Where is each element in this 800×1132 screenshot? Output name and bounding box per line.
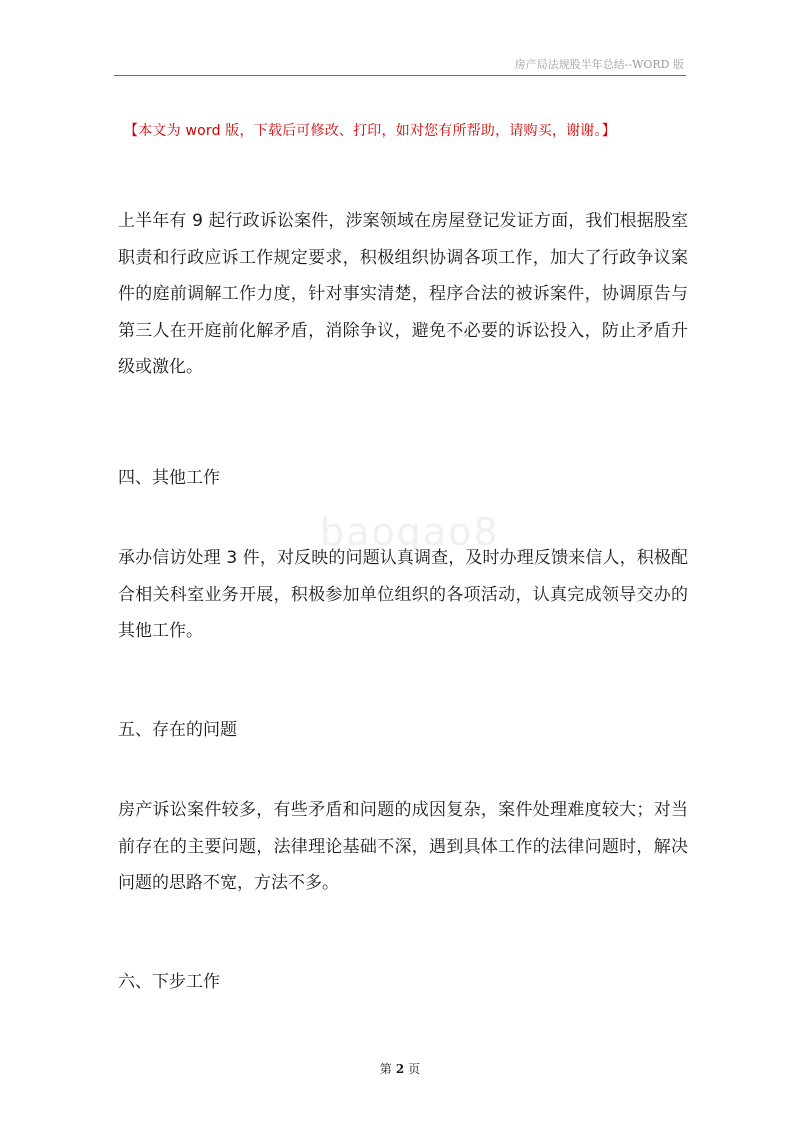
paragraph-existing-problems [118, 792, 688, 902]
header-divider [114, 75, 686, 76]
page-number: 2 [395, 1062, 405, 1076]
paragraph-text: 上半年有 9 起行政诉讼案件，涉案领域在房屋登记发证方面，我们根据股室职责和行政应诉工作规定要求，积极组织协调各项工作，加大了行政争议案件的庭前调解工作力度，针对事实清楚，程序合法的被诉案件，协调原告与第三人在开庭前化解矛盾，消除争议，避免不必要的诉讼投入，防止矛盾升级或激化。 [118, 211, 688, 378]
paragraph-text: 承办信访处理 3 件，对反映的问题认真调查，及时办理反馈来信人，积极配合相关科室业务开展，积极参加单位组织的各项活动，认真完成领导交办的其他工作。 [118, 548, 688, 642]
footer-suffix: 页 [408, 1062, 421, 1076]
download-notice: 【本文为 word 版，下载后可修改、打印，如对您有所帮助，请购买，谢谢。】 [124, 123, 616, 139]
heading-existing-problems: 五、存在的问题 [118, 720, 237, 740]
paragraph-other-work [118, 540, 688, 650]
paragraph-text: 房产诉讼案件较多，有些矛盾和问题的成因复杂，案件处理难度较大；对当前存在的主要问题，法律理论基础不深，遇到具体工作的法律问题时，解决问题的思路不宽，方法不多。 [118, 800, 688, 894]
page-header-title: 房产局法规股半年总结--WORD 版 [514, 58, 684, 71]
watermark: baogao8 [320, 510, 500, 554]
heading-next-steps: 六、下步工作 [118, 972, 220, 992]
heading-other-work: 四、其他工作 [118, 468, 220, 488]
page-footer [0, 1060, 800, 1077]
footer-prefix: 第 [379, 1062, 392, 1076]
paragraph-lawsuit-cases [118, 203, 688, 386]
